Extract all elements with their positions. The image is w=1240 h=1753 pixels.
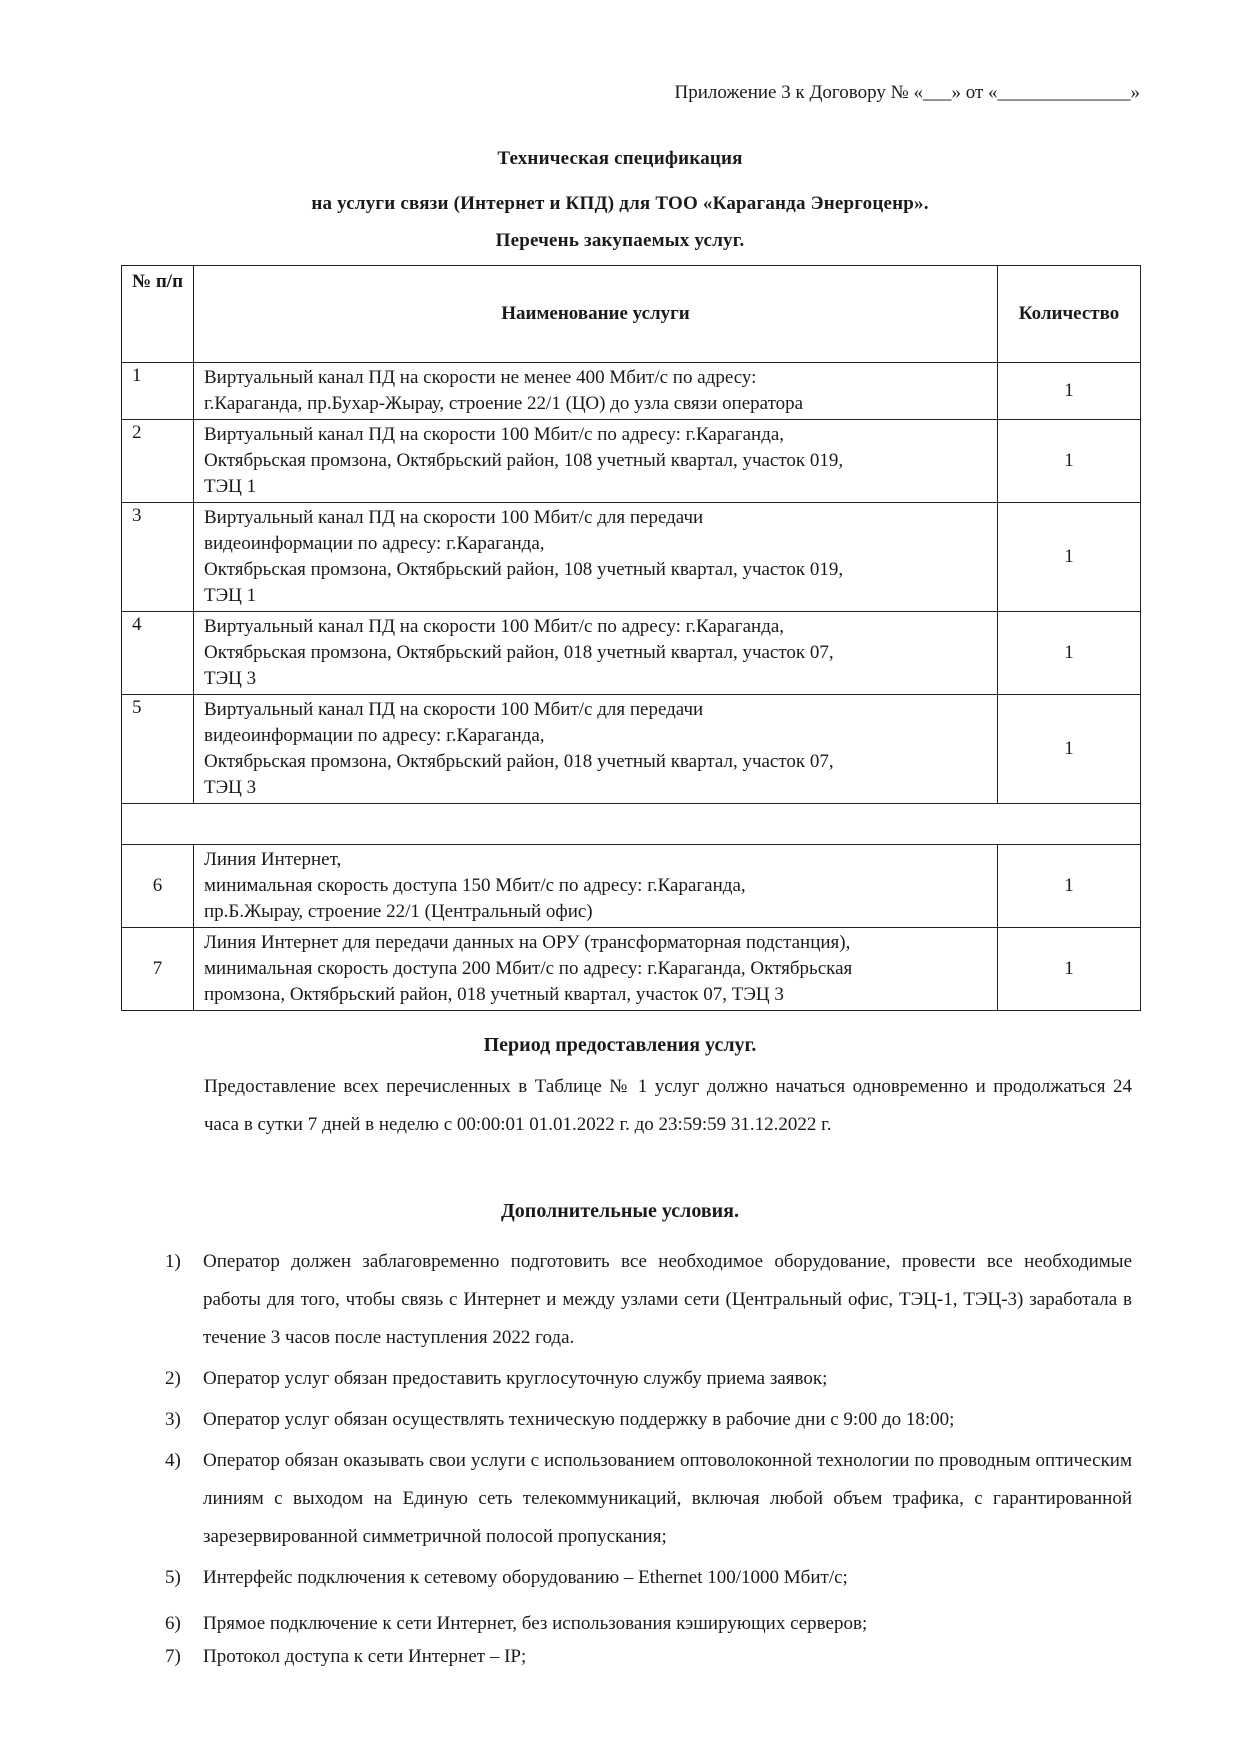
description-line: ТЭЦ 1 (204, 585, 257, 606)
header-name: Наименование услуги (194, 266, 998, 363)
list-item (165, 1243, 1132, 1357)
table-separator-row (122, 804, 1141, 845)
table-row (122, 363, 1141, 420)
description-line: видеоинформации по адресу: г.Караганда, (204, 725, 545, 746)
list-item-text: Оператор должен заблаговременно подготовить все необходимое оборудование, провести все необходимые работы для того, чтобы связь с Интернет и между узлами сети (Центральный офис, ТЭЦ-1, ТЭЦ-3) заработала в течение 3 часов после наступления 2022 года. (203, 1251, 1132, 1348)
list-item-text: Прямое подключение к сети Интернет, без использования кэширующих серверов; (203, 1613, 868, 1634)
row-qty: 1 (998, 928, 1141, 1011)
conditions-list (165, 1243, 1132, 1679)
services-table (121, 265, 1141, 1011)
list-item-number: 5) (165, 1567, 181, 1588)
description-line: промзона, Октябрьский район, 018 учетный квартал, участок 07, ТЭЦ 3 (204, 984, 784, 1005)
row-description (194, 695, 998, 804)
row-num: 7 (122, 928, 194, 1011)
row-description (194, 363, 998, 420)
list-item-number: 4) (165, 1450, 181, 1471)
description-line: Линия Интернет для передачи данных на ОРУ (трансформаторная подстанция), (204, 932, 851, 953)
row-qty: 1 (998, 845, 1141, 928)
row-num: 1 (122, 363, 194, 420)
row-qty: 1 (998, 420, 1141, 503)
table-row (122, 420, 1141, 503)
row-num: 3 (122, 503, 194, 612)
list-item-number: 7) (165, 1646, 181, 1667)
description-line: Линия Интернет, (204, 849, 342, 870)
list-item-number: 1) (165, 1251, 181, 1272)
description-line: Виртуальный канал ПД на скорости 100 Мбит/с для передачи (204, 699, 704, 720)
list-item (165, 1401, 1132, 1439)
description-line: ТЭЦ 3 (204, 668, 257, 689)
table-row (122, 695, 1141, 804)
row-qty: 1 (998, 363, 1141, 420)
description-line: Виртуальный канал ПД на скорости 100 Мбит/с по адресу: г.Караганда, (204, 616, 785, 637)
row-description (194, 845, 998, 928)
spec-title: Техническая спецификация (497, 148, 743, 169)
table-row (122, 928, 1141, 1011)
table-row (122, 612, 1141, 695)
list-item (165, 1442, 1132, 1556)
table-header-row (122, 266, 1141, 363)
description-line: видеоинформации по адресу: г.Караганда, (204, 533, 545, 554)
period-text: Предоставление всех перечисленных в Таблице № 1 услуг должно начаться одновременно и продолжаться 24 часа в сутки 7 дней в неделю с 00:00:01 01.01.2022 г. до 23:59:59 31.12.2022 г. (204, 1076, 1132, 1135)
description-line: Виртуальный канал ПД на скорости не менее 400 Мбит/с по адресу: (204, 367, 757, 388)
description-line: Октябрьская промзона, Октябрьский район, 018 учетный квартал, участок 07, (204, 642, 834, 663)
list-item (165, 1638, 1132, 1676)
header-qty: Количество (998, 266, 1141, 363)
list-item-text: Оператор обязан оказывать свои услуги с использованием оптоволоконной технологии по проводным оптическим линиям с выходом на Единую сеть телекоммуникаций, включая любой объем трафика, с гарантированной зарезервированной симметричной полосой пропускания; (203, 1450, 1132, 1547)
description-line: Октябрьская промзона, Октябрьский район, 108 учетный квартал, участок 019, (204, 450, 844, 471)
appendix-reference: Приложение 3 к Договору № «___» от «______________» (674, 82, 1140, 103)
list-item (165, 1360, 1132, 1398)
list-item-number: 6) (165, 1613, 181, 1634)
table-row (122, 845, 1141, 928)
description-line: пр.Б.Жырау, строение 22/1 (Центральный офис) (204, 901, 593, 922)
row-description (194, 612, 998, 695)
conditions-title: Дополнительные условия. (501, 1200, 739, 1222)
description-line: Виртуальный канал ПД на скорости 100 Мбит/с для передачи (204, 507, 704, 528)
row-qty: 1 (998, 503, 1141, 612)
row-num: 2 (122, 420, 194, 503)
row-description (194, 928, 998, 1011)
row-description (194, 503, 998, 612)
description-line: ТЭЦ 1 (204, 476, 257, 497)
list-item-text: Протокол доступа к сети Интернет – IP; (203, 1646, 527, 1667)
row-num: 6 (122, 845, 194, 928)
list-item (165, 1559, 1132, 1597)
description-line: ТЭЦ 3 (204, 777, 257, 798)
row-qty: 1 (998, 695, 1141, 804)
description-line: Октябрьская промзона, Октябрьский район, 108 учетный квартал, участок 019, (204, 559, 844, 580)
list-item-number: 3) (165, 1409, 181, 1430)
spec-subtitle: на услуги связи (Интернет и КПД) для ТОО «Караганда Энергоценр». (311, 193, 929, 214)
row-num: 5 (122, 695, 194, 804)
description-line: минимальная скорость доступа 150 Мбит/с по адресу: г.Караганда, (204, 875, 746, 896)
header-num: № п/п (122, 266, 194, 363)
description-line: Октябрьская промзона, Октябрьский район, 018 учетный квартал, участок 07, (204, 751, 834, 772)
row-description (194, 420, 998, 503)
list-item-number: 2) (165, 1368, 181, 1389)
description-line: Виртуальный канал ПД на скорости 100 Мбит/с по адресу: г.Караганда, (204, 424, 785, 445)
list-item-text: Оператор услуг обязан осуществлять техническую поддержку в рабочие дни с 9:00 до 18:00; (203, 1409, 955, 1430)
separator-cell (122, 804, 1141, 845)
list-item-text: Интерфейс подключения к сетевому оборудованию – Ethernet 100/1000 Мбит/с; (203, 1567, 848, 1588)
list-item-text: Оператор услуг обязан предоставить круглосуточную службу приема заявок; (203, 1368, 828, 1389)
services-list-title: Перечень закупаемых услуг. (495, 230, 745, 251)
description-line: минимальная скорость доступа 200 Мбит/с по адресу: г.Караганда, Октябрьская (204, 958, 853, 979)
row-qty: 1 (998, 612, 1141, 695)
row-num: 4 (122, 612, 194, 695)
description-line: г.Караганда, пр.Бухар-Жырау, строение 22/1 (ЦО) до узла связи оператора (204, 393, 804, 414)
table-row (122, 503, 1141, 612)
period-title: Период предоставления услуг. (483, 1034, 757, 1056)
